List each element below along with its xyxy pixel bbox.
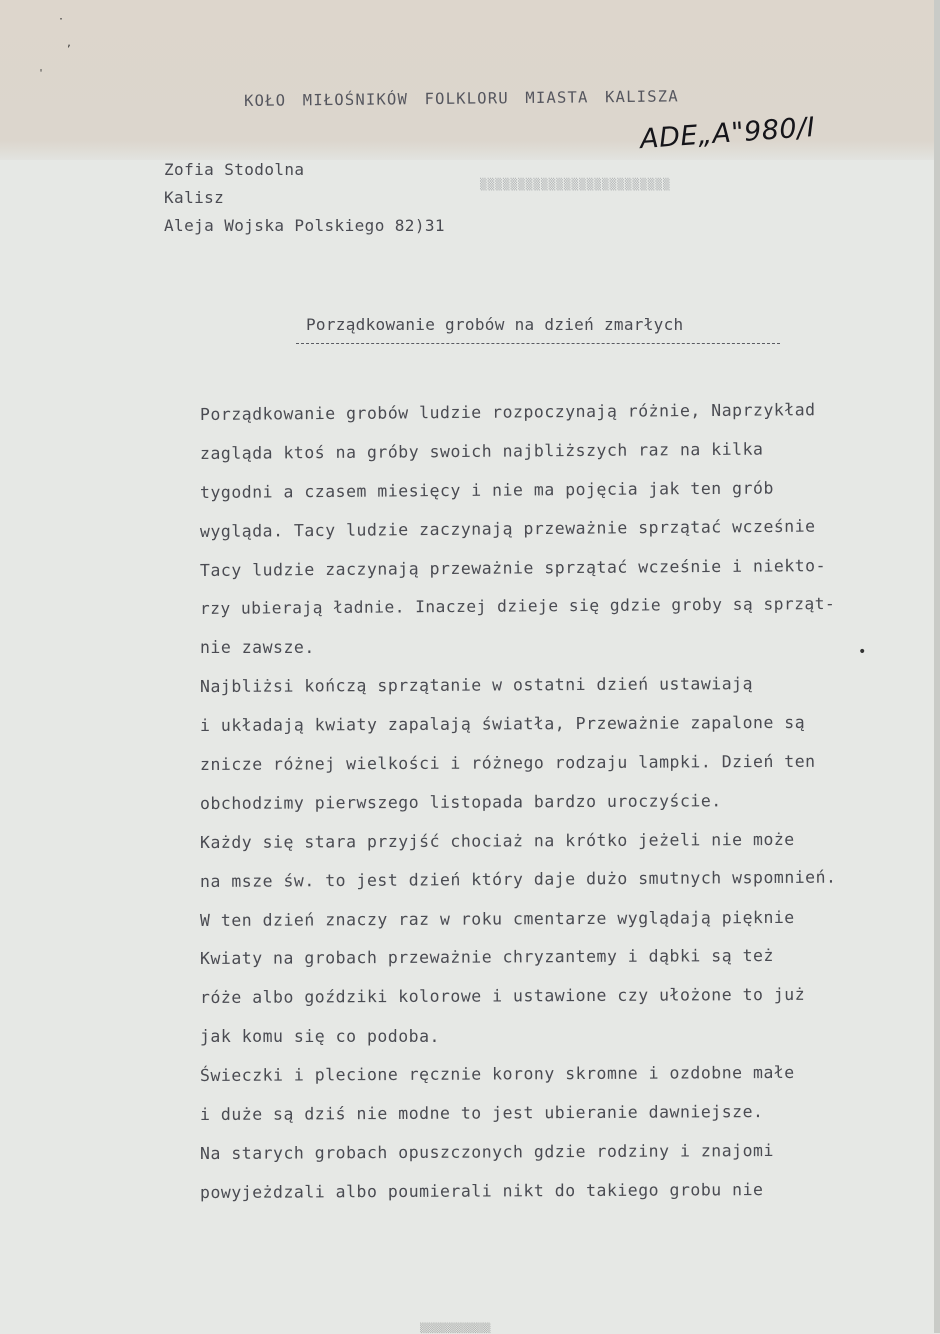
body-line: powyjeżdzali albo poumierali nikt do takiego grobu nie bbox=[199, 1179, 764, 1202]
show-through-text: ▒▒▒▒▒▒▒▒▒▒▒▒▒ bbox=[420, 1324, 491, 1334]
paper-speck: ' bbox=[38, 68, 45, 79]
body-line: zagląda ktoś na gróby swoich najbliższych raz na kilka bbox=[199, 439, 764, 463]
body-line: róże albo goździki kolorowe i ustawione czy ułożone to już bbox=[199, 985, 806, 1008]
body-line: Kwiaty na grobach przeważnie chryzantemy i dąbki są też bbox=[199, 946, 774, 969]
body-line: obchodzimy pierwszego listopada bardzo uroczyście. bbox=[199, 791, 722, 813]
body-line: Każdy się stara przyjść chociaż na krótko jeżeli nie może bbox=[199, 829, 795, 852]
paper-speck: , bbox=[66, 38, 73, 49]
paper-edge bbox=[934, 0, 940, 1333]
body-line: Najbliżsi kończą sprzątanie w ostatni dzień ustawiają bbox=[199, 674, 754, 697]
body-line: Świeczki i plecione ręcznie korony skromne i ozdobne małe bbox=[199, 1063, 795, 1086]
organization-header: KOŁO MIŁOŚNIKÓW FOLKLORU MIASTA KALISZA bbox=[244, 87, 679, 110]
body-line: jak komu się co podoba. bbox=[200, 1027, 440, 1047]
body-line: i duże są dziś nie modne to jest ubieranie dawniejsze. bbox=[199, 1102, 764, 1125]
sender-address: Aleja Wojska Polskiego 82)31 bbox=[164, 216, 445, 235]
paper-speck: · bbox=[58, 14, 65, 25]
body-text bbox=[200, 396, 930, 1213]
body-line: Tacy ludzie zaczynają przeważnie sprzątać wcześnie i niekto- bbox=[199, 555, 827, 580]
sender-city: Kalisz bbox=[164, 188, 225, 207]
body-line: znicze różnej wielkości i różnego rodzaju lampki. Dzień ten bbox=[199, 751, 816, 775]
title-underline bbox=[296, 343, 780, 344]
body-line: nie zawsze. bbox=[200, 638, 315, 658]
body-line: wygląda. Tacy ludzie zaczynają przeważnie sprzątać wcześnie bbox=[199, 516, 816, 541]
show-through-text: ▒▒▒▒▒▒▒▒▒▒▒▒▒▒▒▒▒▒▒▒▒▒▒▒▒ bbox=[480, 178, 671, 191]
body-line: rzy ubierają ładnie. Inaczej dzieje się gdzie groby są sprząt- bbox=[199, 594, 836, 619]
body-line: W ten dzień znaczy raz w roku cmentarze wyglądają pięknie bbox=[199, 907, 795, 930]
sender-block bbox=[164, 156, 445, 240]
paper-speck: • bbox=[858, 644, 867, 660]
body-line: Na starych grobach opuszczonych gdzie rodziny i znajomi bbox=[199, 1140, 774, 1163]
body-line: tygodni a czasem miesięcy i nie ma pojęcia jak ten grób bbox=[199, 478, 774, 502]
archive-signature: ADE„A"980/I bbox=[639, 111, 817, 156]
body-line: Porządkowanie grobów ludzie rozpoczynają różnie, Naprzykład bbox=[199, 400, 816, 424]
sender-name: Zofia Stodolna bbox=[164, 160, 305, 179]
body-line: i układają kwiaty zapalają światła, Przeważnie zapalone są bbox=[199, 712, 806, 736]
document-title: Porządkowanie grobów na dzień zmarłych bbox=[306, 315, 684, 334]
body-line: na msze św. to jest dzień który daje dużo smutnych wspomnień. bbox=[199, 867, 837, 891]
